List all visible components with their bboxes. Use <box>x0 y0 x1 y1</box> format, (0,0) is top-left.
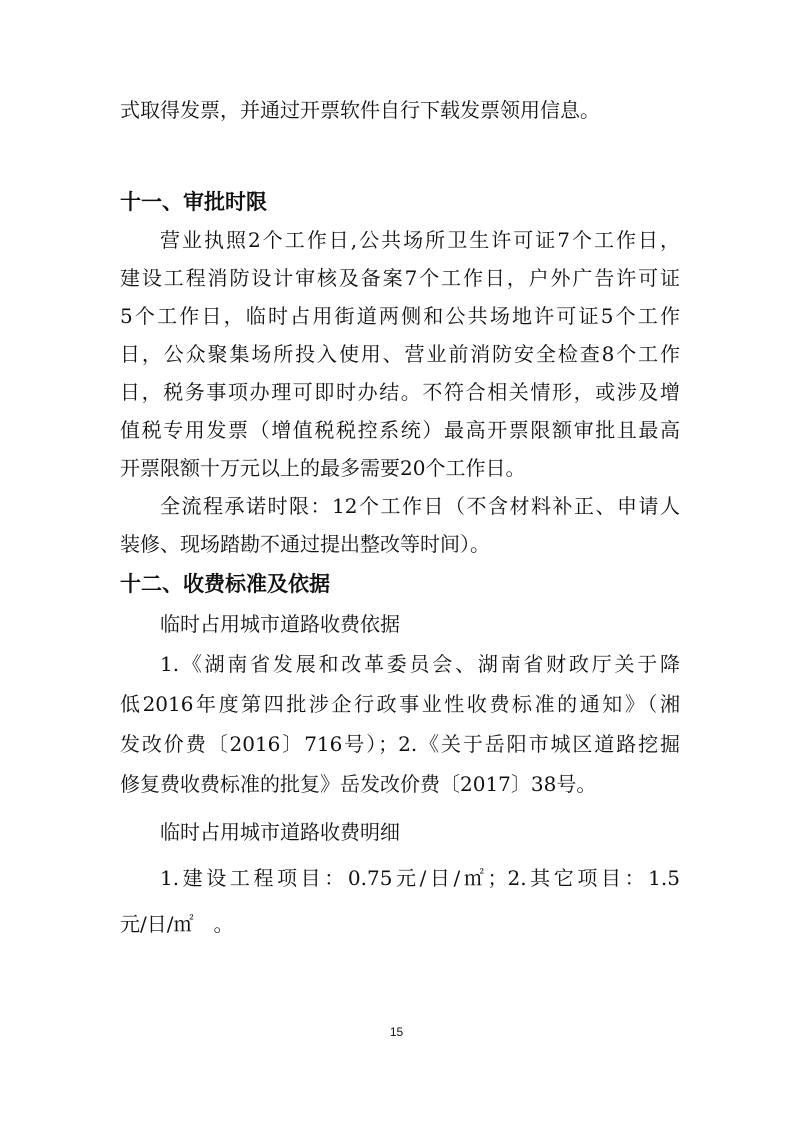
intro-line: 式取得发票，并通过开票软件自行下载发票领用信息。 <box>120 98 600 122</box>
section-11-para1-line-2: 建设工程消防设计审核及备案7个工作日，户外广告许可证 <box>120 266 680 290</box>
section-11-para1-line-6: 值税专用发票（增值税税控系统）最高开票限额审批且最高 <box>120 418 680 442</box>
section-11-para1-line-3: 5个工作日，临时占用街道两侧和公共场地许可证5个工作 <box>120 304 680 328</box>
section-11-heading: 十一、审批时限 <box>120 190 267 214</box>
section-11-para1-line-5: 日，税务事项办理可即时办结。不符合相关情形，或涉及增 <box>120 380 680 404</box>
fee-detail-line-1: 1.建设工程项目：0.75元/日/㎡；2.其它项目：1.5 <box>160 866 680 890</box>
section-11-para2-line-1: 全流程承诺时限：12个工作日（不含材料补正、申请人 <box>160 494 680 518</box>
section-11-para2-line-2: 装修、现场踏勘不通过提出整改等时间）。 <box>120 532 490 556</box>
section-11-para1-line-1: 营业执照2个工作日,公共场所卫生许可证7个工作日， <box>160 228 680 252</box>
fee-basis-line-1: 1.《湖南省发展和改革委员会、湖南省财政厅关于降 <box>160 652 680 676</box>
section-11-para1-line-4: 日，公众聚集场所投入使用、营业前消防安全检查8个工作 <box>120 342 680 366</box>
page-number: 15 <box>389 1025 404 1039</box>
fee-basis-line-2: 低2016年度第四批涉企行政事业性收费标准的通知》（湘 <box>120 692 680 716</box>
fee-detail-subheading: 临时占用城市道路收费明细 <box>160 820 400 844</box>
section-12-heading: 十二、收费标准及依据 <box>120 572 330 596</box>
section-11-para1-line-7: 开票限额十万元以上的最多需要20个工作日。 <box>120 456 526 480</box>
fee-basis-subheading: 临时占用城市道路收费依据 <box>160 612 400 636</box>
fee-basis-line-3: 发改价费〔2016〕716号）；2.《关于岳阳市城区道路挖掘 <box>120 732 680 756</box>
fee-basis-line-4: 修复费收费标准的批复》岳发改价费〔2017〕38号。 <box>120 772 597 796</box>
fee-detail-line-2: 元/日/㎡ 。 <box>120 912 234 936</box>
